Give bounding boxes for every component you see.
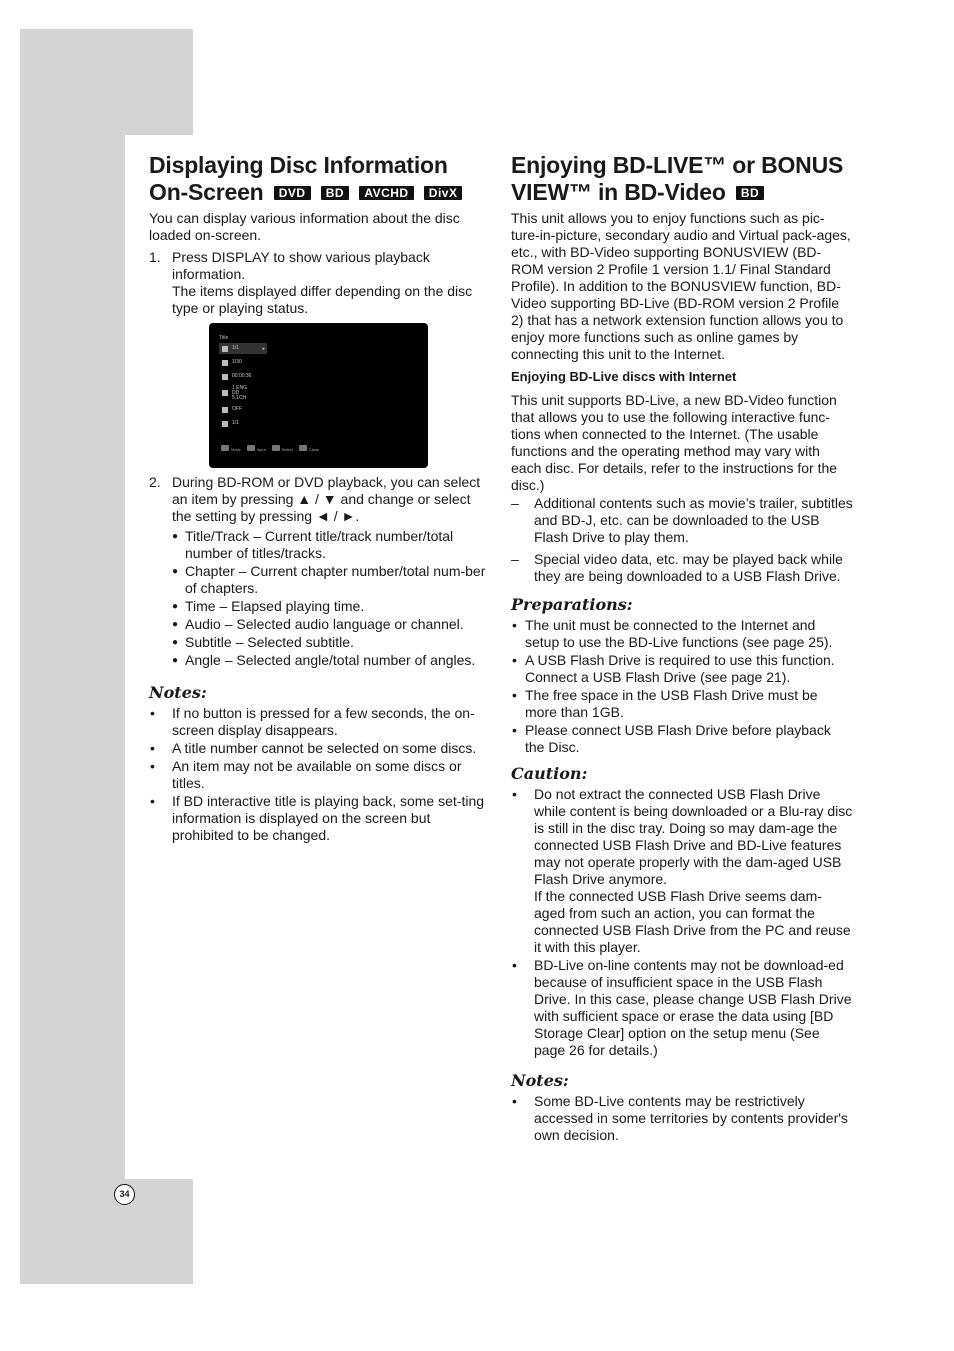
step-1-subtext: The items displayed differ depending on the disc type or playing status. — [172, 283, 473, 316]
step-2 — [149, 474, 491, 669]
list-item: • A title number cannot be selected on some discs. — [149, 740, 491, 757]
list-item: • Please connect USB Flash Drive before playback the Disc. — [511, 722, 853, 756]
osd-row-time — [219, 371, 267, 382]
list-item: • BD-Live on-line contents may not be download-ed because of insufficient space in the USB Flash Drive. In this case, please change USB Flash Drive with sufficient space or erase the data using [BD Storage Clear] option on the setup menu (See page 26 for details.) — [511, 957, 853, 1059]
disc-icon — [222, 346, 228, 352]
left-notes-heading: Notes: — [149, 683, 207, 702]
right-notes-heading: Notes: — [511, 1071, 569, 1090]
select-icon — [272, 445, 280, 451]
step-2-text: During BD-ROM or DVD playback, you can select an item by pressing ▲ / ▼ and change or select the setting by pressing ◄ / ►. — [172, 474, 481, 524]
left-section-title — [149, 152, 491, 206]
list-item: ● Chapter – Current chapter number/total num-ber of chapters. — [162, 563, 491, 597]
osd-row-subtitle — [219, 404, 267, 415]
input-icon — [247, 445, 255, 451]
list-item: ● Time – Elapsed playing time. — [162, 598, 491, 615]
list-item: • An item may not be available on some discs or titles. — [149, 758, 491, 792]
list-item: • If BD interactive title is playing back, some set-ting information is displayed on the screen but prohibited to be changed. — [149, 793, 491, 844]
list-item: • A USB Flash Drive is required to use this function. Connect a USB Flash Drive (see page 21). — [511, 652, 853, 686]
osd-menu — [219, 335, 267, 432]
osd-row-value: OFF — [232, 406, 242, 412]
osd-footer-label: Input — [256, 447, 266, 452]
right-title-line1: Enjoying BD-LIVE™ or BONUS — [511, 152, 844, 178]
page-number: 34 — [114, 1184, 135, 1205]
badge-dvd: DVD — [274, 186, 311, 200]
osd-row-value: 1/1 — [232, 345, 239, 351]
step-1-text: Press DISPLAY to show various playback information. — [172, 249, 430, 282]
list-item: • The free space in the USB Flash Drive must be more than 1GB. — [511, 687, 853, 721]
osd-row-value: 1 ENG DD 5.1CH — [232, 384, 248, 401]
right-column — [511, 152, 853, 1145]
osd-row-value: 1/1 — [232, 420, 239, 426]
left-title-line1: Displaying Disc Information — [149, 152, 448, 178]
preparations-list — [511, 617, 853, 756]
list-item — [511, 786, 853, 956]
osd-footer-input — [247, 445, 266, 452]
arrow-right-icon: ▸ — [262, 345, 265, 352]
osd-footer-label: Select — [281, 447, 293, 452]
left-intro: You can display various information about the disc loaded on-screen. — [149, 210, 460, 243]
right-intro: This unit allows you to enjoy functions such as pic-ture-in-picture, secondary audio and Virtual pack-ages, etc., with BD-Video supporting BONUSVIEW (BD-ROM version 2 Profile 1 version 1.1/ Final Standard Profile). In addition to the BONUSVIEW function, BD-Video supporting BD-Live (BD-ROM version 2 Profile 2) that has a network extension function allows you to enjoy more functions such as online games by connecting this unit to the Internet. — [511, 210, 851, 362]
osd-footer-label: Close — [308, 447, 320, 452]
right-paragraph-2: This unit supports BD-Live, a new BD-Video function that allows you to use the following interactive func-tions when connected to the Internet. (The usable functions and the operating method may vary with each disc. For details, refer to the instructions for the disc.) — [511, 392, 838, 493]
list-item: – Special video data, etc. may be played back while they are being downloaded to a USB Flash Drive. — [511, 551, 853, 585]
display-items-list — [162, 528, 491, 669]
osd-footer-select — [272, 445, 293, 452]
subtitle-icon — [222, 407, 228, 413]
osd-footer-label: Move — [231, 447, 241, 452]
left-title-line2: On-Screen — [149, 179, 264, 205]
right-title-line2: VIEW™ in BD-Video — [511, 179, 726, 205]
badge-bd: BD — [736, 186, 764, 200]
osd-footer — [221, 445, 319, 452]
osd-row-value: 00:00:36 — [232, 373, 252, 379]
left-column — [149, 152, 491, 845]
list-item: ● Subtitle – Selected subtitle. — [162, 634, 491, 651]
osd-footer-move — [221, 445, 241, 452]
return-icon — [299, 445, 307, 451]
right-notes-list — [511, 1093, 853, 1144]
left-notes-list — [149, 705, 491, 844]
step-2-number: 2. — [149, 474, 161, 490]
osd-row-chapter — [219, 357, 267, 368]
list-item: – Additional contents such as movie’s trailer, subtitles and BD-J, etc. can be downloaded to the USB Flash Drive to play them. — [511, 495, 853, 546]
chapter-icon — [222, 360, 228, 366]
gray-margin-top — [20, 29, 193, 135]
osd-row-audio — [219, 385, 267, 401]
osd-row-value: 1/30 — [232, 359, 242, 365]
list-item: ● Angle – Selected angle/total number of angles. — [162, 652, 491, 669]
caution-1-text: Do not extract the connected USB Flash Drive while content is being downloaded or a Blu-ray disc is still in the disc tray. Doing so may dam-age the connected USB Flash Drive and BD-Live features may not operate properly with the dam-aged USB Flash Drive anymore. — [534, 786, 853, 887]
osd-row-angle — [219, 418, 267, 429]
list-item: • If no button is pressed for a few seconds, the on-screen display disappears. — [149, 705, 491, 739]
list-item: • The unit must be connected to the Internet and setup to use the BD-Live functions (see page 25). — [511, 617, 853, 651]
osd-menu-title: Title — [219, 335, 229, 341]
steps-list — [149, 249, 491, 317]
step-1-number: 1. — [149, 249, 161, 265]
osd-row-title — [219, 343, 267, 354]
caution-heading: Caution: — [511, 764, 588, 783]
gray-margin-left — [20, 135, 125, 1284]
audio-icon — [222, 390, 228, 396]
step-1 — [149, 249, 491, 317]
right-subheading: Enjoying BD-Live discs with Internet — [511, 369, 737, 384]
bd-live-features-list — [511, 495, 853, 585]
list-item: ● Title/Track – Current title/track number/total number of titles/tracks. — [162, 528, 491, 562]
gray-margin-bottom — [20, 1179, 193, 1284]
list-item: • Some BD-Live contents may be restrictively accessed in some territories by contents provider's own decision. — [511, 1093, 853, 1144]
steps-list-2 — [149, 474, 491, 669]
badge-divx: DivX — [424, 186, 463, 200]
preparations-heading: Preparations: — [511, 595, 633, 614]
camera-icon — [222, 421, 228, 427]
badge-bd: BD — [321, 186, 349, 200]
caution-list — [511, 786, 853, 1059]
right-section-title — [511, 152, 853, 206]
move-icon — [221, 445, 229, 451]
osd-footer-close — [299, 445, 319, 452]
caution-1-subtext: If the connected USB Flash Drive seems dam-aged from such an action, you can format the connected USB Flash Drive from the PC and reuse it with this player. — [534, 888, 851, 955]
list-item: ● Audio – Selected audio language or channel. — [162, 616, 491, 633]
badge-avchd: AVCHD — [359, 186, 413, 200]
osd-screenshot — [209, 323, 428, 468]
clock-icon — [222, 374, 228, 380]
